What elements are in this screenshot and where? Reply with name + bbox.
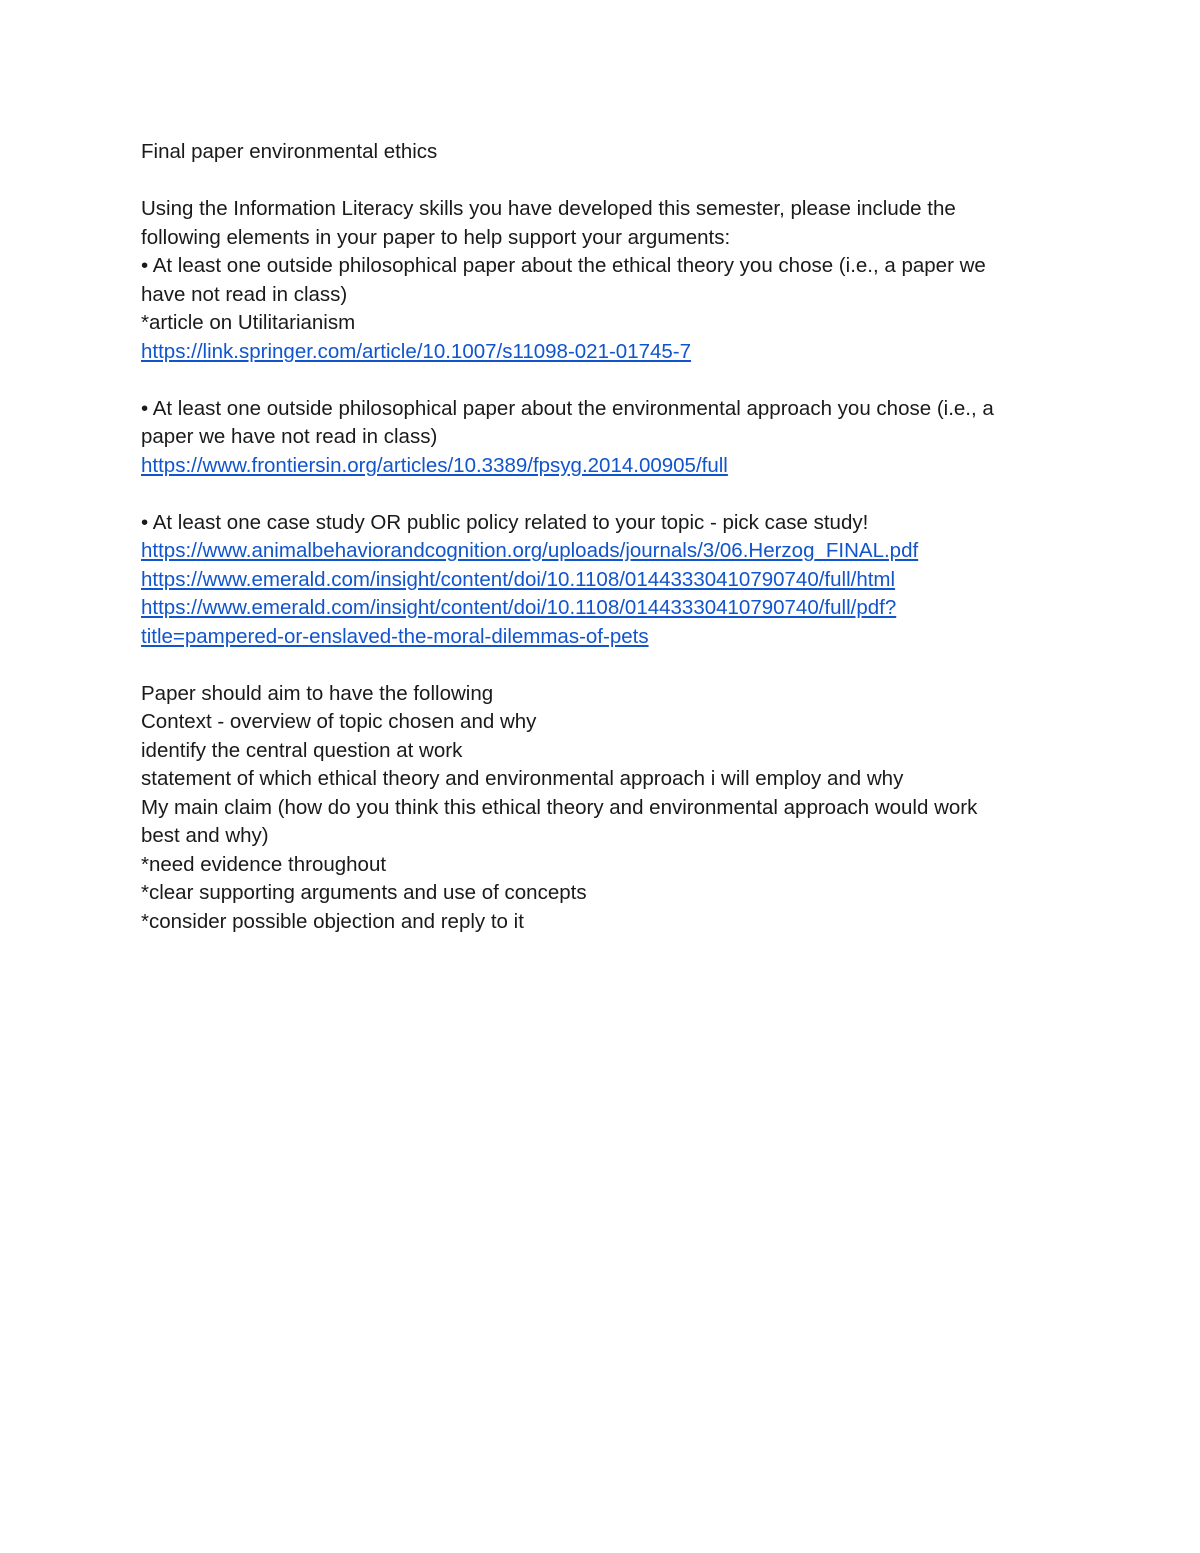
- blank-line: [141, 167, 1061, 196]
- link-frontiersin-article[interactable]: https://www.frontiersin.org/articles/10.3389/fpsyg.2014.00905/full: [141, 453, 728, 477]
- outline-item-statement: statement of which ethical theory and environmental approach i will employ and why: [141, 767, 904, 790]
- link-emerald-html[interactable]: https://www.emerald.com/insight/content/doi/10.1108/01443330410790740/full/html: [141, 567, 896, 591]
- bullet-environmental-approach-line-1: • At least one outside philosophical paper about the environmental approach you chose (i.e., a: [141, 396, 994, 420]
- bullet-case-study: • At least one case study OR public policy related to your topic - pick case study!: [141, 510, 869, 534]
- outline-item-central-question: identify the central question at work: [141, 738, 463, 762]
- outline-item-objection: *consider possible objection and reply to it: [141, 909, 524, 933]
- outline-item-evidence: *need evidence throughout: [141, 852, 387, 876]
- intro-line-2: following elements in your paper to help support your arguments:: [141, 225, 731, 249]
- blank-line: [141, 480, 1061, 509]
- bullet-ethical-theory-line-1: • At least one outside philosophical paper about the ethical theory you chose (i.e., a paper we: [141, 254, 986, 277]
- link-herzog-pdf[interactable]: https://www.animalbehaviorandcognition.org/uploads/journals/3/06.Herzog_FINAL.pdf: [141, 539, 919, 562]
- intro-line-1: Using the Information Literacy skills you have developed this semester, please include the: [141, 197, 956, 220]
- document-title: Final paper environmental ethics: [141, 140, 438, 163]
- blank-line: [141, 651, 1061, 680]
- document-body: [141, 138, 1061, 936]
- bullet-environmental-approach-line-2: paper we have not read in class): [141, 425, 438, 448]
- bullet-ethical-theory-line-2: have not read in class): [141, 282, 348, 306]
- outline-item-arguments: *clear supporting arguments and use of concepts: [141, 881, 587, 904]
- link-emerald-pdf-line-1[interactable]: https://www.emerald.com/insight/content/doi/10.1108/01443330410790740/full/pdf?: [141, 596, 897, 619]
- outline-item-main-claim-line-2: best and why): [141, 824, 269, 847]
- outline-heading: Paper should aim to have the following: [141, 681, 494, 705]
- link-springer-article[interactable]: https://link.springer.com/article/10.1007/s11098-021-01745-7: [141, 339, 692, 363]
- note-utilitarianism: *article on Utilitarianism: [141, 311, 356, 334]
- blank-line: [141, 366, 1061, 395]
- link-emerald-pdf-line-2[interactable]: title=pampered-or-enslaved-the-moral-dilemmas-of-pets: [141, 624, 649, 648]
- outline-item-context: Context - overview of topic chosen and why: [141, 710, 537, 733]
- outline-item-main-claim-line-1: My main claim (how do you think this ethical theory and environmental approach would work: [141, 795, 978, 819]
